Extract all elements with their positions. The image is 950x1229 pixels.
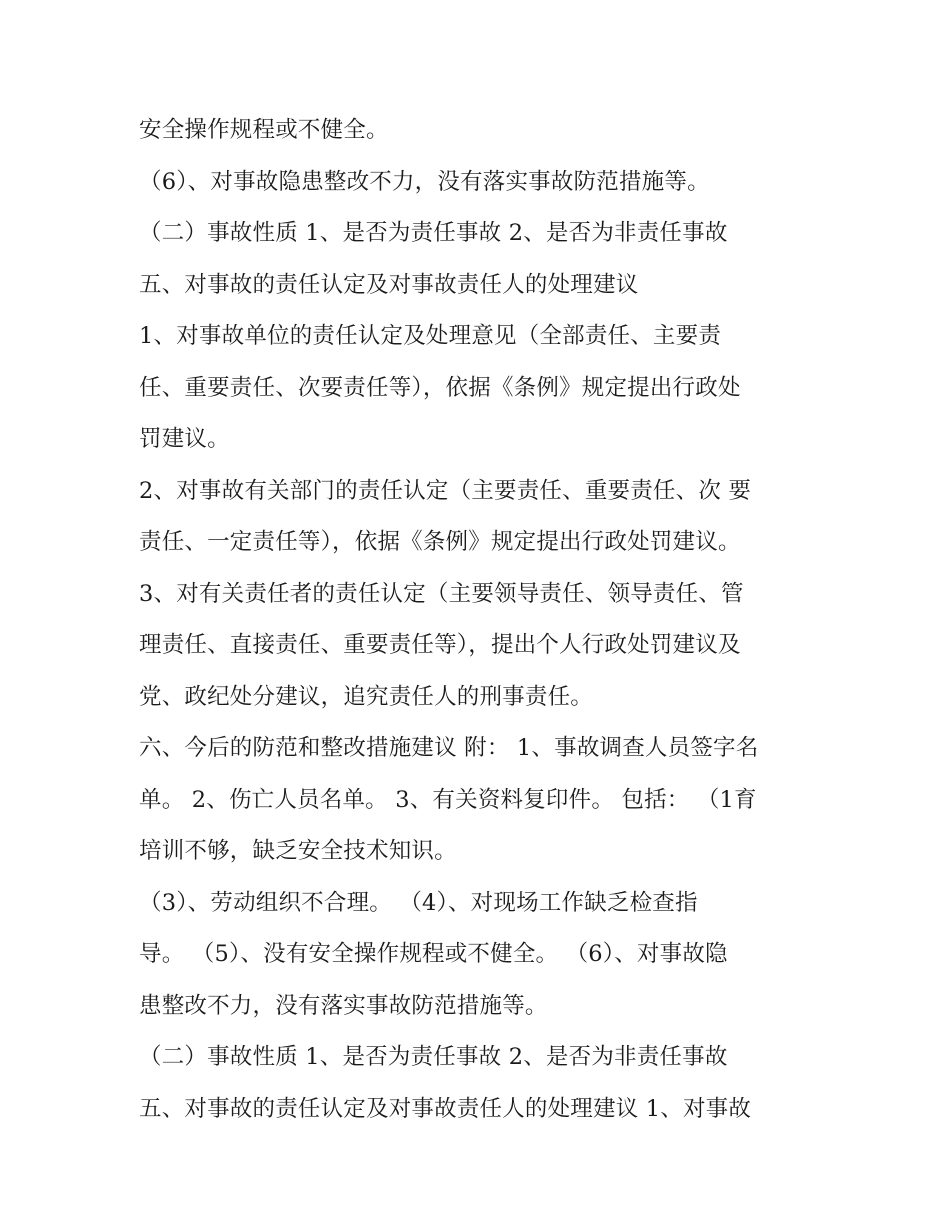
text-line: 2、对事故有关部门的责任认定（主要责任、重要责任、次 要 [139,477,752,504]
text-line: （二）事故性质 1、是否为责任事故 2、是否为非责任事故 [139,220,728,246]
text-line: 任、重要责任、次要责任等），依据《条例》规定提出行政处 [139,374,741,401]
section-heading: 五、对事故的责任认定及对事故责任人的处理建议 [139,271,639,298]
text-line: 理责任、直接责任、重要责任等），提出个人行政处罚建议及 [139,632,741,658]
text-line: 1、对事故单位的责任认定及处理意见（全部责任、主要责 [139,323,722,349]
text-line: 导。 （5）、没有安全操作规程或不健全。 （6）、对事故隐 [139,941,728,967]
text-line: 安全操作规程或不健全。 [139,117,389,143]
text-line: （6）、对事故隐患整改不力，没有落实事故防范措施等。 [139,168,710,195]
section-heading: 六、今后的防范和整改措施建议 附： 1、事故调查人员签字名 [139,735,759,761]
text-line: 罚建议。 [139,426,230,452]
text-line: 培训不够，缺乏安全技术知识。 [139,838,457,864]
text-line: 党、政纪处分建议，追究责任人的刑事责任。 [139,683,594,710]
text-line: （二）事故性质 1、是否为责任事故 2、是否为非责任事故 [139,1044,728,1070]
text-line: 单。 2、伤亡人员名单。 3、有关资料复印件。 包括： （1育 [139,786,757,813]
text-line: 患整改不力，没有落实事故防范措施等。 [139,992,548,1019]
text-line: 3、对有关责任者的责任认定（主要领导责任、领导责任、管 [139,580,744,607]
text-line: 责任、一定责任等），依据《条例》规定提出行政处罚建议。 [139,529,741,555]
section-heading: 五、对事故的责任认定及对事故责任人的处理建议 1、对事故 [139,1095,752,1122]
text-line: （3）、劳动组织不合理。 （4）、对现场工作缺乏检查指 [139,889,698,916]
document-body [139,105,819,1135]
